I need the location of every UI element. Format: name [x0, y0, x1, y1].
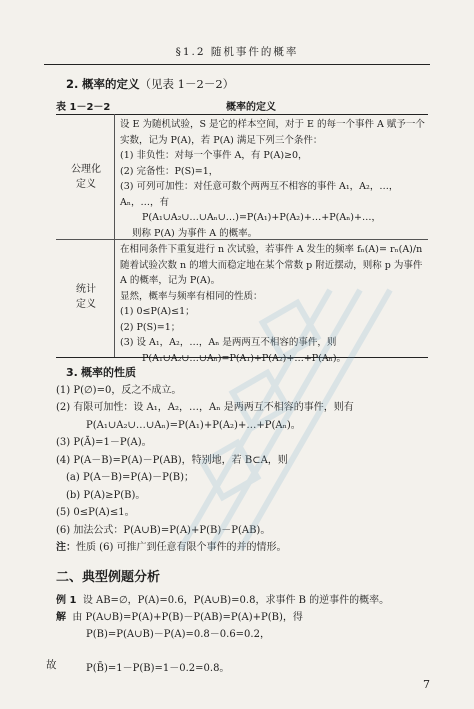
cell-line: 则称 P(A) 为事件 A 的概率。: [132, 227, 258, 239]
cell-line: (1) 0≤P(A)≤1；: [120, 306, 195, 317]
row-label-line: 公理化: [71, 164, 101, 175]
cell-line: 随着试验次数 n 的增大而稳定地在某个常数 p 附近摆动，则称 p 为事件: [120, 259, 423, 271]
properties-title: [56, 364, 436, 382]
table-row-label-statistical: [58, 282, 114, 312]
solution-formula: P(B)=P(A∪B)－P(A)=0.8－0.6=0.2，: [86, 629, 270, 640]
solution-text: 由 P(A∪B)=P(A)+P(B)－P(AB)=P(A)+P(B)，得: [72, 612, 303, 623]
spacer: [56, 643, 436, 660]
table-number: 表 1－2－2: [56, 102, 111, 113]
cell-line: (2) P(S)=1；: [120, 321, 181, 333]
cell-line: (3) 设 A₁，A₂，…，Aₙ 是两两互不相容的事件，则: [120, 337, 337, 348]
example-label: 例 1: [56, 595, 77, 606]
header-rule: [44, 64, 430, 65]
properties-block: [56, 364, 436, 557]
running-head: §1.2 随机事件的概率: [175, 46, 299, 58]
section-title-bold: 概率的定义: [82, 77, 140, 91]
table-cell-statistical: [120, 242, 426, 366]
section-title-rest: （见表 1－2－2）: [139, 77, 235, 91]
row-label-line: 定义: [76, 299, 96, 310]
part-two-heading: 二、典型例题分析: [56, 570, 161, 585]
cell-line: (1) 非负性：对每一个事件 A，有 P(A)≥0，: [120, 150, 308, 161]
table-top-rule: [56, 114, 428, 115]
row-label-line: 统计: [76, 284, 96, 295]
cell-line: A 的概率，记为 P(A)。: [120, 275, 221, 286]
table-cell-axiomatic: [120, 117, 426, 241]
section-number: 2.: [66, 77, 79, 91]
cell-formula: P(A₁∪A₂∪…∪Aₙ)=P(A₁)+P(A₂)+…+P(Aₙ)。: [142, 352, 347, 364]
property-line: (2) 有限可加性：设 A₁，A₂，…，Aₙ 是两两互不相容的事件，则有: [56, 402, 354, 413]
cell-line: (2) 完备性：P(S)=1，: [120, 165, 219, 177]
cell-line: 在相同条件下重复进行 n 次试验，若事件 A 发生的频率 fₙ(A)= rₙ(A)/n: [120, 244, 423, 255]
cell-formula: P(A₁∪A₂∪…∪Aₙ∪…)=P(A₁)+P(A₂)+…+P(Aₙ)+…，: [142, 212, 381, 223]
example-text: 设 AB=∅，P(A)=0.6，P(A∪B)=0.8，求事件 B 的逆事件的概率。: [82, 595, 390, 606]
table-row-label-axiomatic: [58, 162, 114, 192]
properties-title-text: 概率的性质: [81, 366, 137, 379]
page-number: 7: [423, 678, 430, 691]
property-subline: (b) P(A)≥P(B)。: [66, 489, 146, 501]
property-note: [56, 539, 436, 557]
property-line: (5) 0≤P(A)≤1。: [56, 507, 135, 518]
note-text: 性质 (6) 可推广到任意有限个事件的并的情形。: [76, 542, 287, 553]
cell-line: Aₙ，…，有: [120, 196, 169, 208]
table-caption: [56, 98, 428, 113]
solution-label: 解: [56, 612, 66, 623]
row-label-line: 定义: [76, 179, 96, 190]
example-block: [56, 592, 436, 677]
table-column-header: 概率的定义: [226, 102, 276, 113]
cell-line: 实数，记为 P(A)，若 P(A) 满足下列三个条件：: [120, 134, 323, 146]
cell-line: 显然，概率与频率有相同的性质：: [120, 290, 263, 302]
solution-line: [56, 609, 436, 626]
properties-number: 3.: [66, 366, 78, 379]
example-statement: [56, 592, 436, 609]
property-formula: P(A₁∪A₂∪…∪Aₙ)=P(A₁)+P(A₂)+…+P(Aₙ)。: [86, 419, 301, 431]
property-line: (4) P(A－B)=P(A)－P(AB)，特别地，若 B⊂A，则: [56, 454, 288, 466]
note-label: 注：: [56, 542, 76, 553]
table-column-divider: [114, 114, 115, 357]
cell-line: (3) 可列可加性：对任意可数个两两互不相容的事件 A₁，A₂，…，: [120, 181, 399, 192]
property-line: (1) P(∅)=0，反之不成立。: [56, 384, 182, 396]
cell-line: 设 E 为随机试验，S 是它的样本空间，对于 E 的每一个事件 A 赋予一个: [120, 119, 425, 130]
property-line: (3) P(Ā)=1－P(A)。: [56, 437, 152, 448]
section-title: [66, 76, 234, 92]
conclusion-formula: P(B̄)=1－P(B)=1－0.2=0.8。: [86, 663, 230, 674]
conclusion-label: 故: [46, 659, 57, 671]
property-subline: (a) P(A－B)=P(A)－P(B)；: [66, 472, 195, 483]
property-line: (6) 加法公式：P(A∪B)=P(A)+P(B)－P(AB)。: [56, 524, 271, 536]
